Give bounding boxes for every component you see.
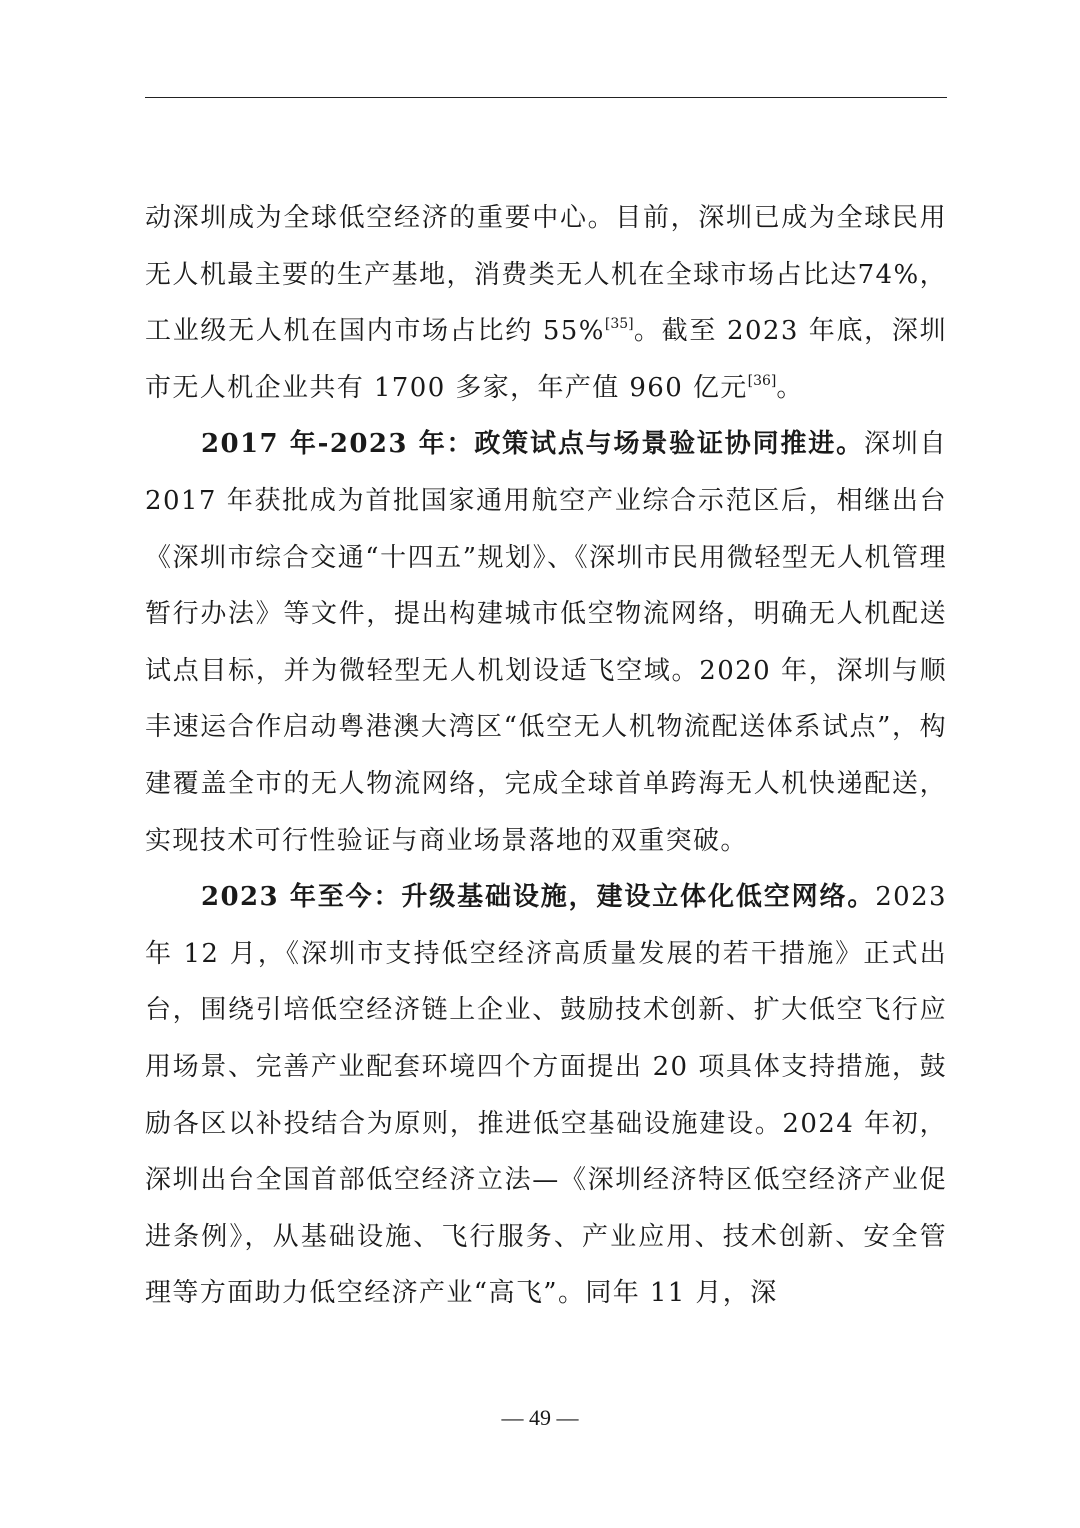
paragraph-text: 深圳自 2017 年获批成为首批国家通用航空产业综合示范区后，相继出台《深圳市综合交通“十四五”规划》、《深圳市民用微轻型无人机管理暂行办法》等文件，提出构建城市低空物流网络，明确无人机配送试点目标，并为微轻型无人机划设适飞空域。2020 年，深圳与顺丰速运合作启动粤港澳大湾区“低空无人机物流配送体系试点”，构建覆盖全市的无人物流网络，完成全球首单跨海无人机快递配送，实现技术可行性验证与商业场景落地的双重突破。 <box>145 429 947 856</box>
document-body <box>145 190 947 1322</box>
paragraph-lead-heading: 2023 年至今：升级基础设施，建设立体化低空网络。 <box>201 882 876 913</box>
citation-35: [35] <box>604 316 634 333</box>
paragraph-lead-heading: 2017 年-2023 年：政策试点与场景验证协同推进。 <box>201 429 864 460</box>
paragraph-2017-2023 <box>145 416 947 869</box>
page-number: — 49 — <box>501 1405 579 1430</box>
paragraph-continued <box>145 190 947 416</box>
paragraph-text: 。截至 2023 年底，深圳市无人机企业共有 1700 多家，年产值 960 亿元 <box>145 316 947 403</box>
paragraph-2023-now <box>145 869 947 1322</box>
header-rule <box>145 97 947 98</box>
citation-36: [36] <box>747 372 777 389</box>
paragraph-text: 。 <box>776 372 804 403</box>
paragraph-text: 2023 年 12 月，《深圳市支持低空经济高质量发展的若干措施》正式出台，围绕引培低空经济链上企业、鼓励技术创新、扩大低空飞行应用场景、完善产业配套环境四个方面提出 20 项具体支持措施，鼓励各区以补投结合为原则，推进低空基础设施建设。2024 年初，深圳出台全国首部低空经济立法—《深圳经济特区低空经济产业促进条例》，从基础设施、飞行服务、产业应用、技术创新、安全管理等方面助力低空经济产业“高飞”。同年 11 月，深 <box>145 882 947 1309</box>
paragraph-text: 动深圳成为全球低空经济的重要中心。目前，深圳已成为全球民用无人机最主要的生产基地，消费类无人机在全球市场占比达74%，工业级无人机在国内市场占比约 55% <box>145 203 947 347</box>
